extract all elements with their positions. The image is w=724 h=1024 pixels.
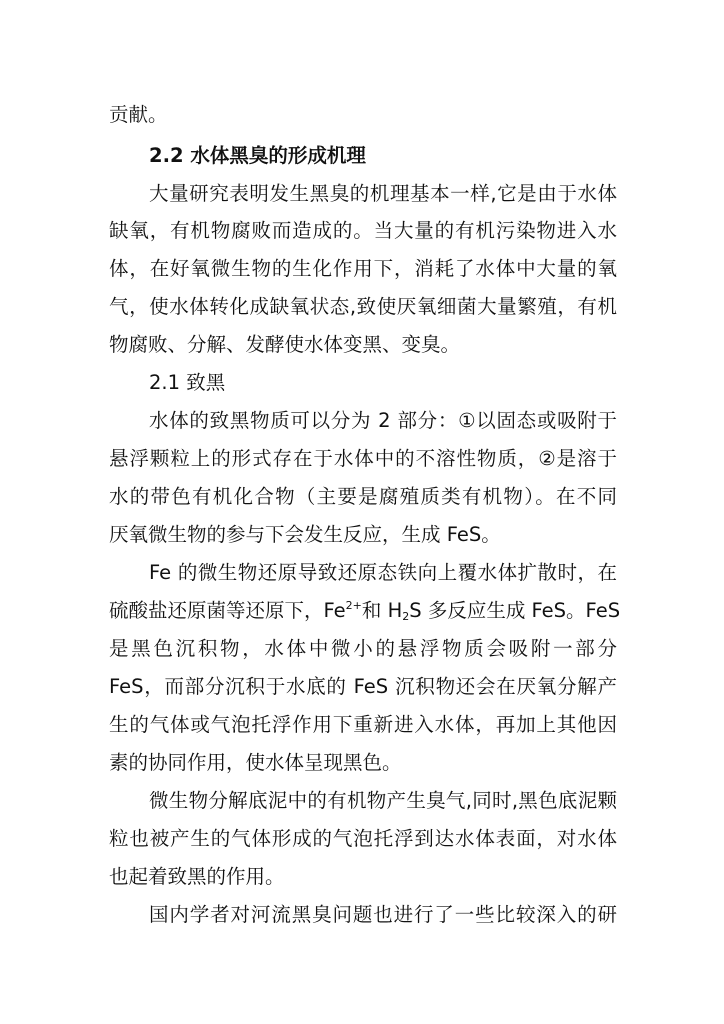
text-fragment: 和 H xyxy=(361,599,403,622)
text-line-21: 也起着致黑的作用。 xyxy=(109,865,285,888)
text-line-5: 体，在好氧微生物的生化作用下，消耗了水体中大量的氧 xyxy=(109,257,617,280)
text-line-10: 悬浮颗粒上的形式存在于水体中的不溶性物质，②是溶于 xyxy=(109,447,617,470)
text-line-13: Fe 的微生物还原导致还原态铁向上覆水体扩散时，在 xyxy=(149,561,617,584)
text-line-19: 微生物分解底泥中的有机物产生臭气,同时,黑色底泥颗 xyxy=(149,789,617,812)
superscript-charge: 2+ xyxy=(345,599,362,612)
text-line-22: 国内学者对河流黑臭问题也进行了一些比较深入的研 xyxy=(149,903,617,926)
text-line-1: 贡献。 xyxy=(109,103,168,126)
subscript-count: 2 xyxy=(402,610,410,623)
section-heading-2-2: 2.2 水体黑臭的形成机理 xyxy=(149,144,366,167)
subsection-heading-2-1: 2.1 致黑 xyxy=(149,371,226,394)
text-line-16: FeS，而部分沉积于水底的 FeS 沉积物还会在厌氧分解产 xyxy=(109,675,617,698)
text-line-7: 物腐败、分解、发酵使水体变黑、变臭。 xyxy=(109,333,461,356)
text-line-15: 是黑色沉积物，水体中微小的悬浮物质会吸附一部分 xyxy=(109,637,617,660)
text-line-12: 厌氧微生物的参与下会发生反应，生成 FeS。 xyxy=(109,523,501,546)
text-line-3: 大量研究表明发生黑臭的机理基本一样,它是由于水体 xyxy=(149,182,617,205)
text-line-18: 素的协同作用，使水体呈现黑色。 xyxy=(109,751,402,774)
text-fragment: S 多反应生成 FeS。FeS xyxy=(409,599,621,622)
text-fragment: 硫酸盐还原菌等还原下，Fe xyxy=(109,599,346,622)
text-line-9: 水体的致黑物质可以分为 2 部分：①以固态或吸附于 xyxy=(149,409,617,432)
text-line-4: 缺氧，有机物腐败而造成的。当大量的有机污染物进入水 xyxy=(109,219,617,242)
text-line-11: 水的带色有机化合物（主要是腐殖质类有机物）。在不同 xyxy=(109,485,617,508)
text-line-14 xyxy=(109,598,621,624)
text-line-20: 粒也被产生的气体形成的气泡托浮到达水体表面，对水体 xyxy=(109,827,617,850)
text-line-17: 生的气体或气泡托浮作用下重新进入水体，再加上其他因 xyxy=(109,713,617,736)
text-line-6: 气，使水体转化成缺氧状态,致使厌氧细菌大量繁殖，有机 xyxy=(109,295,617,318)
